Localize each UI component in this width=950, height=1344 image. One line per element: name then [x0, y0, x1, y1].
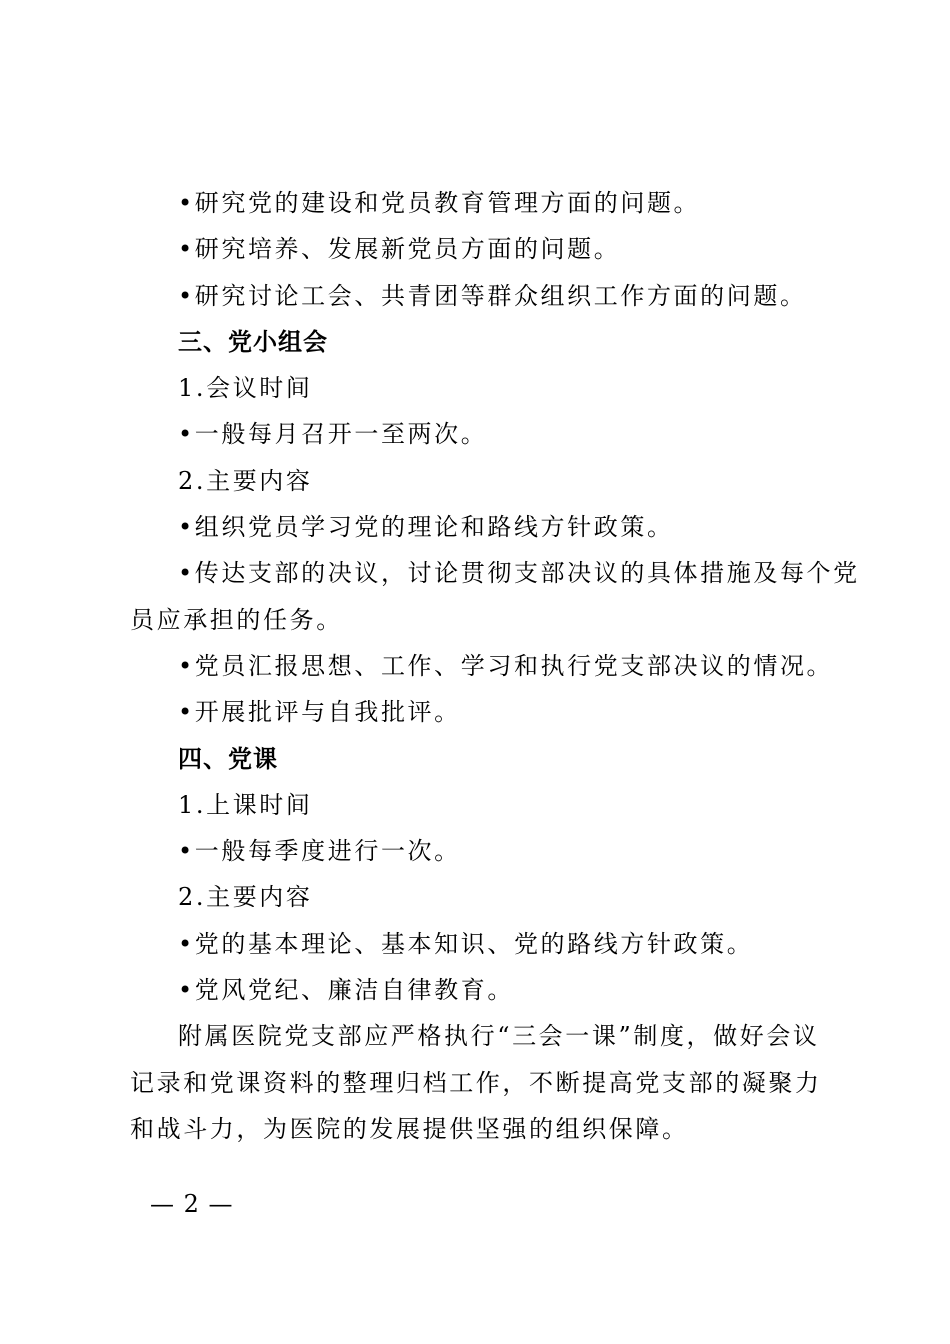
bullet-item-continuation: 员应承担的任务。: [130, 605, 343, 634]
section-heading: 四、党课: [178, 744, 278, 773]
subsection-label: 2.主要内容: [178, 883, 313, 912]
bullet-item: •一般每月召开一至两次。: [178, 420, 488, 449]
bullet-item: •传达支部的决议，讨论贯彻支部决议的具体措施及每个党: [178, 559, 860, 588]
bullet-item: •研究培养、发展新党员方面的问题。: [178, 235, 621, 264]
bullet-item: •开展批评与自我批评。: [178, 698, 461, 727]
bullet-item: •党员汇报思想、工作、学习和执行党支部决议的情况。: [178, 651, 834, 680]
bullet-item: •研究党的建设和党员教育管理方面的问题。: [178, 189, 701, 217]
section-heading: 三、党小组会: [178, 327, 328, 356]
document-body: [130, 180, 860, 1152]
subsection-label: 1.上课时间: [178, 790, 313, 819]
subsection-label: 2.主要内容: [178, 466, 313, 495]
bullet-item: •一般每季度进行一次。: [178, 837, 461, 866]
bullet-item: •研究讨论工会、共青团等群众组织工作方面的问题。: [178, 281, 807, 310]
page-number: — 2 —: [150, 1190, 234, 1218]
subsection-label: 1.会议时间: [178, 374, 313, 403]
bullet-item: •组织党员学习党的理论和路线方针政策。: [178, 513, 674, 542]
bullet-item: •党的基本理论、基本知识、党的路线方针政策。: [178, 929, 754, 958]
bullet-item: •党风党纪、廉洁自律教育。: [178, 976, 514, 1005]
closing-paragraph: 附属医院党支部应严格执行“三会一课”制度，做好会议记录和党课资料的整理归档工作，不断提高党支部的凝聚力和战斗力，为医院的发展提供坚强的组织保障。: [130, 1022, 822, 1143]
